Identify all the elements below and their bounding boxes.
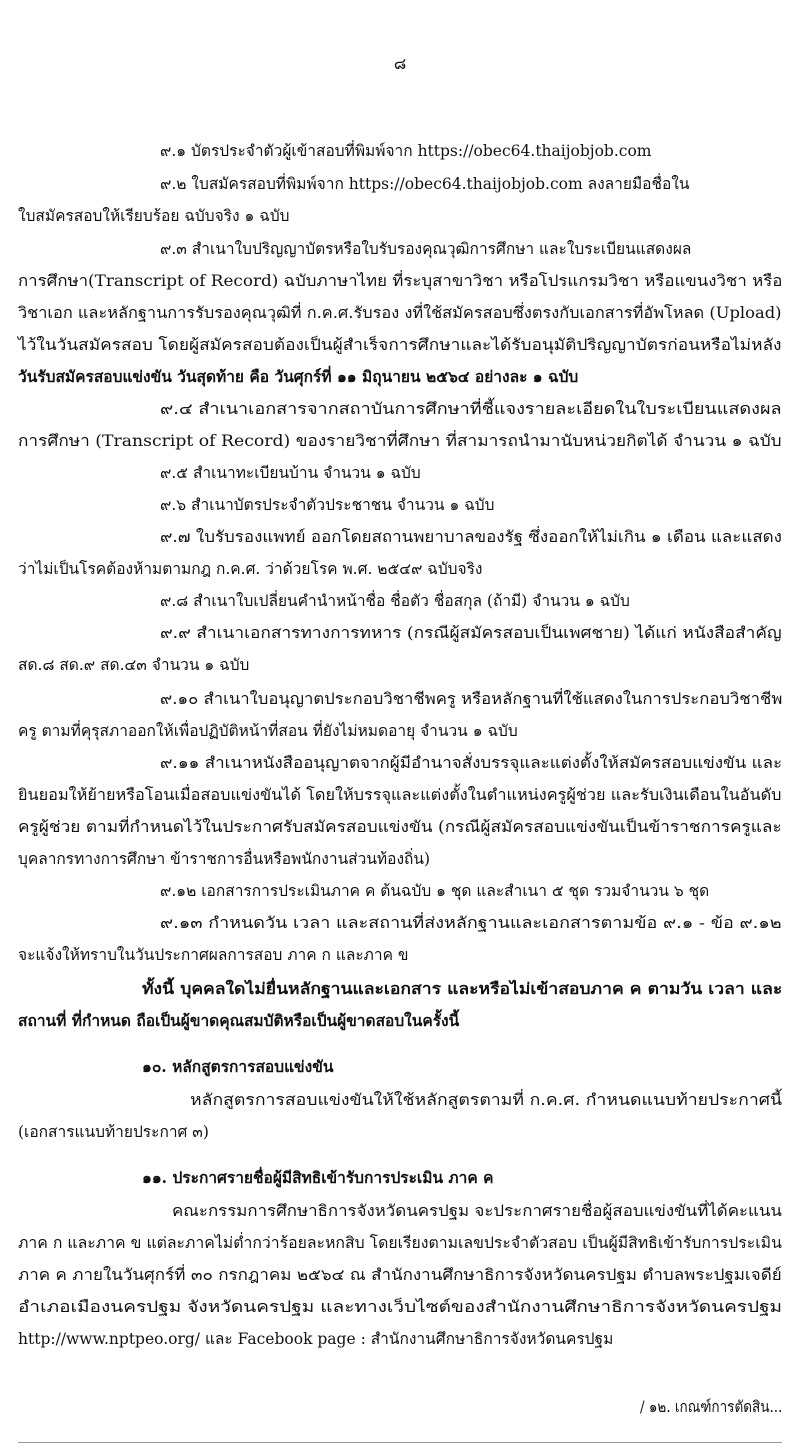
text-line: ใบสมัครสอบให้เรียบร้อย ฉบับจริง ๑ ฉบับ [18,207,290,225]
text-line: ครู ตามที่คุรุสภาออกให้เพื่อปฏิบัติหน้าที่สอน ที่ยังไม่หมดอายุ จำนวน ๑ ฉบับ [18,722,518,740]
text-line: หลักสูตรการสอบแข่งขันให้ใช้หลักสูตรตามที่ ก.ค.ศ. กำหนดแนบท้ายประกาศนี้ [190,1091,783,1109]
text-line: สถานที่ ที่กำหนด ถือเป็นผู้ขาดคุณสมบัติหรือเป็นผู้ขาดสอบในครั้งนี้ [18,1011,460,1030]
text-line: ภาค ค ภายในวันศุกร์ที่ ๓๐ กรกฎาคม ๒๕๖๔ ณ สำนักงานศึกษาธิการจังหวัดนครปฐม ตำบลพระปฐมเจดีย์ [18,1266,782,1284]
text-line: ๙.๙ สำเนาเอกสารทางการทหาร (กรณีผู้สมัครสอบเป็นเพศชาย) ได้แก่ หนังสือสำคัญ [160,624,782,642]
text-line: ๙.๑๐ สำเนาใบอนุญาตประกอบวิชาชีพครู หรือหลักฐานที่ใช้แสดงในการประกอบวิชาชีพ [160,690,783,708]
text-line: ภาค ก และภาค ข แต่ละภาคไม่ต่ำกว่าร้อยละหกสิบ โดยเรียงตามเลขประจำตัวสอบ เป็นผู้มีสิทธิเข้ารับการประเมิน [18,1234,782,1252]
text-line: ๙.๘ สำเนาใบเปลี่ยนคำนำหน้าชื่อ ชื่อตัว ชื่อสกุล (ถ้ามี) จำนวน ๑ ฉบับ [160,592,630,610]
text-line: คณะกรรมการศึกษาธิการจังหวัดนครปฐม จะประกาศรายชื่อผู้สอบแข่งขันที่ได้คะแนน [172,1202,782,1220]
page-number: ๘ [393,54,407,73]
text-line: ยินยอมให้ย้ายหรือโอนเมื่อสอบแข่งขันได้ โดยให้บรรจุและแต่งตั้งในตำแหน่งครูผู้ช่วย และรับเงินเดือนในอันดับ [18,786,782,804]
continuation-note: / ๑๒. เกณฑ์การตัดสิน... [640,1398,783,1416]
text-line: ๙.๑๑ สำเนาหนังสืออนุญาตจากผู้มีอำนาจสั่งบรรจุและแต่งตั้งให้สมัครสอบแข่งขัน และ [160,754,783,772]
text-line: ไว้ในวันสมัครสอบ โดยผู้สมัครสอบต้องเป็นผู้สำเร็จการศึกษาและได้รับอนุมัติปริญญาบัตรก่อนหรือไม่หลัง [18,336,782,354]
footer-rule [18,1442,782,1443]
text-line: ๙.๒ ใบสมัครสอบที่พิมพ์จาก https://obec64.thaijobjob.com ลงลายมือชื่อใน [160,175,690,193]
text-line: ๙.๑๒ เอกสารการประเมินภาค ค ต้นฉบับ ๑ ชุด และสำเนา ๕ ชุด รวมจำนวน ๖ ชุด [160,882,710,900]
text-line: จะแจ้งให้ทราบในวันประกาศผลการสอบ ภาค ก และภาค ข [18,946,409,964]
text-line: การศึกษา (Transcript of Record) ของรายวิชาที่ศึกษา ที่สามารถนำมานับหน่วยกิตได้ จำนวน ๑ ฉบับ [18,432,782,450]
text-line: อำเภอเมืองนครปฐม จังหวัดนครปฐม และทางเว็บไซต์ของสำนักงานศึกษาธิการจังหวัดนครปฐม [18,1298,783,1316]
text-line: ๙.๔ สำเนาเอกสารจากสถาบันการศึกษาที่ชี้แจงรายละเอียดในใบระเบียนแสดงผล [160,400,782,418]
text-line: ๑๐. หลักสูตรการสอบแข่งขัน [142,1057,334,1076]
text-line: การศึกษา(Transcript of Record) ฉบับภาษาไทย ที่ระบุสาขาวิชา หรือโปรแกรมวิชา หรือแขนงวิชา หรือ [18,272,783,290]
text-line: ว่าไม่เป็นโรคต้องห้ามตามกฎ ก.ค.ศ. ว่าด้วยโรค พ.ศ. ๒๕๔๙ ฉบับจริง [18,560,483,578]
text-line: ๙.๓ สำเนาใบปริญญาบัตรหรือใบรับรองคุณวุฒิการศึกษา และใบระเบียนแสดงผล [160,240,692,258]
text-line: วันรับสมัครสอบแข่งขัน วันสุดท้าย คือ วันศุกร์ที่ ๑๑ มิถุนายน ๒๕๖๔ อย่างละ ๑ ฉบับ [18,367,579,386]
text-line: http://www.nptpeo.org/ และ Facebook page : สำนักงานศึกษาธิการจังหวัดนครปฐม [18,1330,614,1348]
text-line: ๑๑. ประกาศรายชื่อผู้มีสิทธิเข้ารับการประเมิน ภาค ค [142,1168,494,1187]
text-line: ครูผู้ช่วย ตามที่กำหนดไว้ในประกาศรับสมัครสอบแข่งขัน (กรณีผู้สมัครสอบแข่งขันเป็นข้าราชการครูและ [18,818,782,836]
text-line: ๙.๑๓ กำหนดวัน เวลา และสถานที่ส่งหลักฐานและเอกสารตามข้อ ๙.๑ - ข้อ ๙.๑๒ [160,914,782,932]
text-line: (เอกสารแนบท้ายประกาศ ๓) [18,1123,209,1141]
text-line: ๙.๕ สำเนาทะเบียนบ้าน จำนวน ๑ ฉบับ [160,464,421,482]
text-line: บุคลากรทางการศึกษา ข้าราชการอื่นหรือพนักงานส่วนท้องถิ่น) [18,850,431,868]
text-line: ๙.๖ สำเนาบัตรประจำตัวประชาชน จำนวน ๑ ฉบับ [160,496,495,514]
text-line: ๙.๑ บัตรประจำตัวผู้เข้าสอบที่พิมพ์จาก https://obec64.thaijobjob.com [160,142,652,160]
text-line: ทั้งนี้ บุคคลใดไม่ยื่นหลักฐานและเอกสาร และหรือไม่เข้าสอบภาค ค ตามวัน เวลา และ [142,979,783,998]
text-line: วิชาเอก และหลักฐานการรับรองคุณวุฒิที่ ก.ค.ศ.รับรอง งที่ใช้สมัครสอบซึ่งตรงกับเอกสารที่อัพโหลด (Upload) [18,304,782,322]
text-line: สด.๘ สด.๙ สด.๔๓ จำนวน ๑ ฉบับ [18,656,250,674]
text-line: ๙.๗ ใบรับรองแพทย์ ออกโดยสถานพยาบาลของรัฐ ซึ่งออกให้ไม่เกิน ๑ เดือน และแสดง [160,528,782,546]
